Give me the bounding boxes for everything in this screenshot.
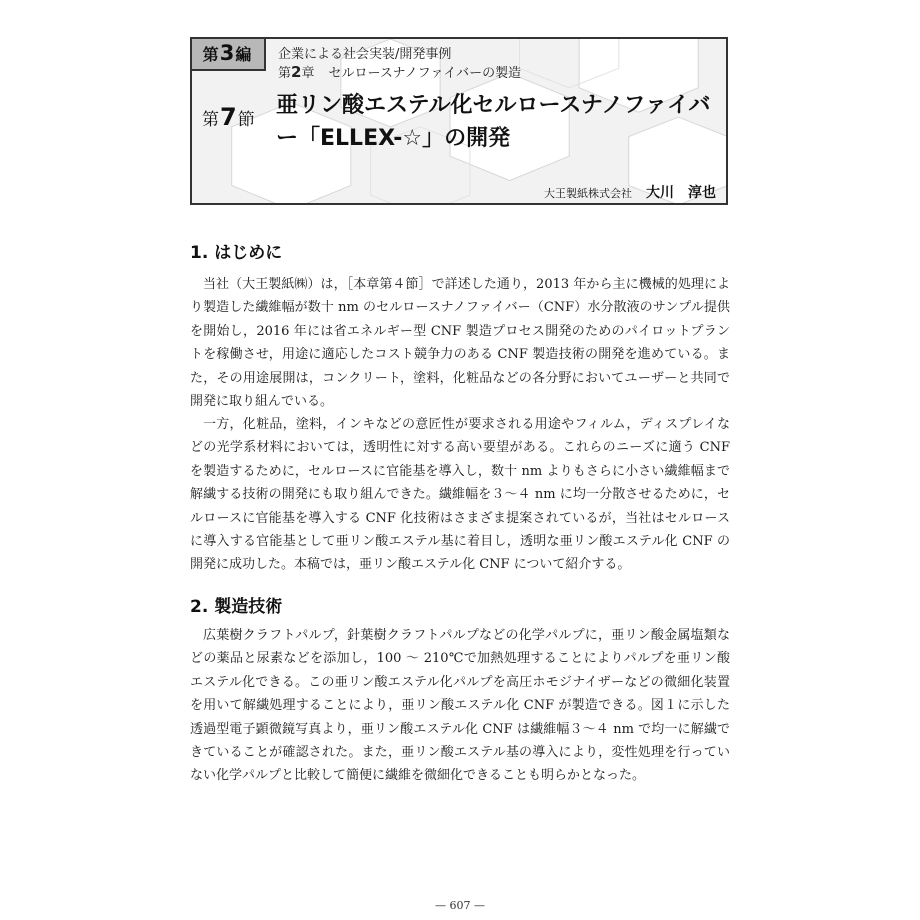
- series-title: 企業による社会実装/開発事例: [278, 47, 452, 62]
- page-number: — 607 —: [435, 899, 485, 912]
- heading-introduction: 1. はじめに: [190, 243, 283, 263]
- edition-prefix: 第: [202, 44, 219, 64]
- section-number-value: 7: [220, 103, 237, 131]
- paragraph-manufacturing-1: 広葉樹クラフトパルプ，針葉樹クラフトパルプなどの化学パルプに，亜リン酸金属塩類などの薬品と尿素などを添加し，100 ～ 210℃で加熱処理することによりパルプを亜リン酸エステル化できる。この亜リン酸エステル化パルプを高圧ホモジナイザーなどの微細化装置を用いて解繊処理することにより，亜リン酸エステル化 CNF が製造できる。図１に示した透過型電子顕微鏡写真より，亜リン酸エステル化 CNF は繊維幅３～４ nm で均一に解繊できていることが確認された。また，亜リン酸エステル基の導入により，変性処理を行っていない化学パルプと比較して簡便に繊維を微細化できることも明らかとなった。: [190, 628, 730, 784]
- section-prefix: 第: [202, 110, 219, 130]
- section-header-box: [190, 37, 728, 205]
- edition-suffix: 編: [235, 44, 252, 64]
- chapter-line: [278, 62, 521, 81]
- author-name: 大川 淳也: [646, 185, 716, 201]
- chapter-number: 2: [291, 63, 302, 81]
- section-suffix: 節: [237, 110, 255, 130]
- author-line: [544, 182, 716, 202]
- section-title: 亜リン酸エステル化セルロースナノファイバー「ELLEX-☆」の開発: [276, 93, 711, 151]
- chapter-prefix: 第: [278, 66, 292, 81]
- chapter-title: セルロースナノファイバーの製造: [328, 66, 522, 81]
- section-number: [202, 103, 255, 131]
- paragraph-intro-2: 一方，化粧品，塗料，インキなどの意匠性が要求される用途やフィルム，ディスプレイなどの光学系材料においては，透明性に対する高い要望がある。これらのニーズに適う CNF を製造するために，セルロースに官能基を導入し，数十 nm よりもさらに小さい繊維幅まで解繊する技術の開発にも取り組んできた。繊維幅を３～４ nm に均一分散させるために，セルロースに官能基を導入する CNF 化技術はさまざま提案されているが，当社はセルロースに導入する官能基として亜リン酸エステル基に着目し，透明な亜リン酸エステル化 CNF の開発に成功した。本稿では，亜リン酸エステル化 CNF について紹介する。: [190, 417, 730, 573]
- edition-number: 3: [219, 41, 235, 65]
- edition-tab: [190, 37, 266, 71]
- chapter-suffix: 章: [301, 66, 315, 81]
- paragraph-intro-1: 当社（大王製紙㈱）は，［本章第４節］で詳述した通り，2013 年から主に機械的処理により製造した繊維幅が数十 nm のセルロースナノファイバー（CNF）水分散液のサンプル提供を開始し，2016 年には省エネルギー型 CNF 製造プロセス開発のためのパイロットプラントを稼働させ，用途に適応したコスト競争力のある CNF 製造技術の開発を進めている。また，その用途展開は，コンクリート，塗料，化粧品などの各分野においてユーザーと共同で開発に取り組んでいる。: [190, 277, 730, 410]
- author-company: 大王製紙株式会社: [544, 187, 632, 200]
- heading-manufacturing: 2. 製造技術: [190, 597, 283, 617]
